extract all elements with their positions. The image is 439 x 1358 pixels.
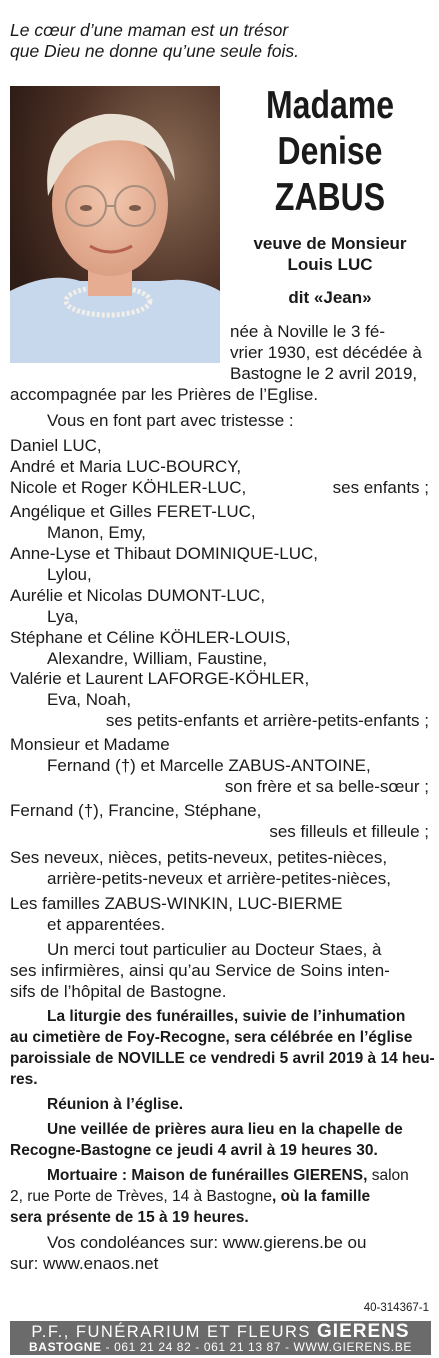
sibling-role: son frère et sa belle-sœur ; [224,777,429,796]
birth-line: née à Noville le 3 fé- [230,322,385,341]
grandchild-couple: Angélique et Gilles FERET-LUC, [10,502,256,521]
widow-of: veuve de Monsieur [253,234,407,253]
vigil-line: Recogne-Bastogne ce jeudi 4 avril à 19 heures 30. [10,1142,378,1159]
thanks-line: Un merci tout particulier au Docteur Staes, à [47,940,382,959]
families-line: et apparentées. [47,915,166,934]
grandchild-couple: Anne-Lyse et Thibaut DOMINIQUE-LUC, [10,544,319,563]
liturgy-line: res. [10,1071,38,1088]
banner-line2 [10,1341,431,1354]
mortuary-hours: sera présente de 15 à 19 heures. [10,1209,249,1226]
deceased-first-name: Denise [277,130,383,173]
banner-line1 [10,1322,431,1342]
deceased-last-name: ZABUS [274,176,386,219]
thanks-line: ses infirmières, ainsi qu’au Service de Soins inten- [10,961,390,980]
liturgy-line: La liturgie des funérailles, suivie de l’inhumation [47,1008,406,1025]
funeral-home-banner [10,1321,431,1355]
child-name: Daniel LUC, [10,436,102,455]
godchildren-role: ses filleuls et filleule ; [269,822,429,841]
epigraph-line: Le cœur d’une maman est un trésor [10,20,289,40]
reference-number: 40-314367-1 [363,1302,429,1314]
child-name: Nicole et Roger KÖHLER-LUC, [10,478,247,497]
epigraph-line: que Dieu ne donne qu’une seule fois. [10,41,299,61]
husband-name: Louis LUC [287,255,373,274]
great-grandchildren: Manon, Emy, [47,523,146,542]
portrait-photo [10,86,220,363]
great-grandchildren: Eva, Noah, [47,690,132,709]
birth-line: vrier 1930, est décédée à [230,343,422,362]
epigraph [10,20,299,62]
mortuary-line [10,1187,370,1208]
children-role: ses enfants ; [332,478,429,497]
sibling-line: Fernand (†) et Marcelle ZABUS-ANTOINE, [47,756,371,775]
great-grandchildren: Lya, [47,607,79,626]
mortuary-line [47,1166,409,1187]
birth-line: Bastogne le 2 avril 2019, [230,364,418,383]
great-grandchildren: Alexandre, William, Faustine, [47,649,268,668]
child-name: André et Maria LUC-BOURCY, [10,457,242,476]
families-line: Les familles ZABUS-WINKIN, LUC-BIERME [10,894,343,913]
birth-line: accompagnée par les Prières de l’Eglise. [10,385,319,404]
vigil-line: Une veillée de prières aura lieu en la chapelle de [47,1121,403,1138]
grandchild-couple: Stéphane et Céline KÖHLER-LOUIS, [10,628,291,647]
condolences-line: Vos condoléances sur: www.gierens.be ou [47,1233,367,1252]
grandchildren-role: ses petits-enfants et arrière-petits-enfants ; [105,711,429,730]
nephews-line: Ses neveux, nièces, petits-neveux, petites-nièces, [10,848,388,867]
mortuary-salon: salon [371,1167,409,1184]
great-grandchildren: Lylou, [47,565,92,584]
banner-brand: GIERENS [317,1321,410,1342]
godchildren-line: Fernand (†), Francine, Stéphane, [10,801,262,820]
condolences-line: sur: www.enaos.net [10,1254,159,1273]
nephews-line: arrière-petits-neveux et arrière-petites-nièces, [47,869,391,888]
thanks-line: sifs de l’hôpital de Bastogne. [10,982,227,1001]
deceased-title: Madame [266,84,394,127]
announcement: Vous en font part avec tristesse : [47,411,294,430]
banner-contacts: - 061 21 24 82 - 061 21 13 87 - WWW.GIERENS.BE [101,1340,412,1354]
banner-city: BASTOGNE [29,1340,102,1354]
mortuary-label: Mortuaire : Maison de funérailles GIERENS, [47,1167,368,1184]
mortuary-presence: , où la famille [271,1188,371,1205]
husband-nickname: dit «Jean» [288,288,372,307]
mortuary-address: 2, rue Porte de Trèves, 14 à Bastogne [10,1188,272,1205]
sibling-line: Monsieur et Madame [10,735,170,754]
grandchild-couple: Valérie et Laurent LAFORGE-KÖHLER, [10,669,310,688]
grandchild-couple: Aurélie et Nicolas DUMONT-LUC, [10,586,266,605]
liturgy-line: au cimetière de Foy-Recogne, sera célébrée en l’église [10,1029,413,1046]
reunion-note: Réunion à l’église. [47,1096,184,1113]
liturgy-line: paroissiale de NOVILLE ce vendredi 5 avril 2019 à 14 heu- [10,1050,435,1067]
banner-services: P.F., FUNÉRARIUM ET FLEURS [31,1323,311,1341]
